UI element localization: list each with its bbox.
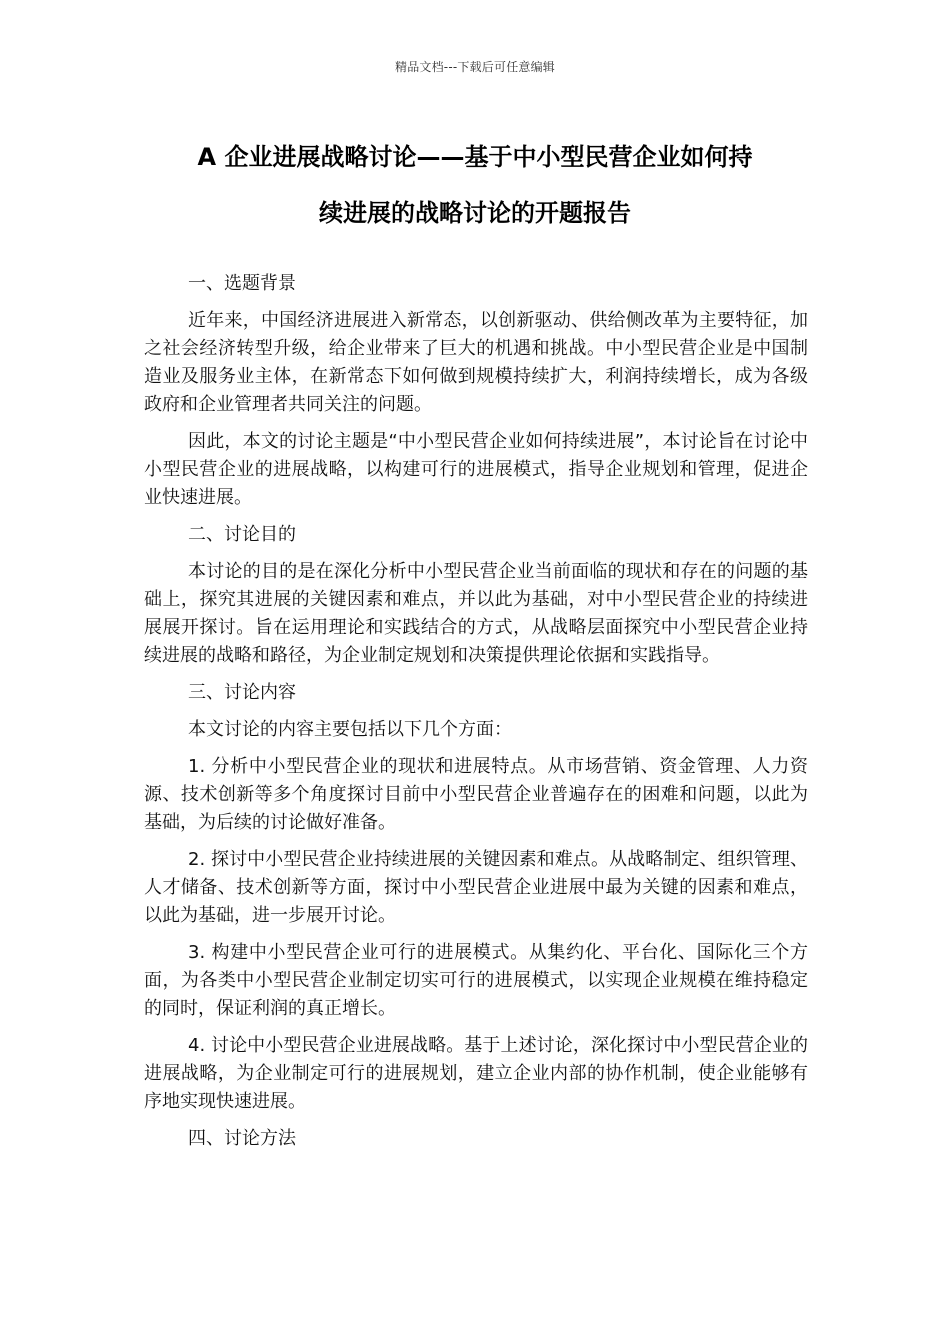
paragraph-purpose: 本讨论的目的是在深化分析中小型民营企业当前面临的现状和存在的问题的基础上，探究其进展的关键因素和难点，并以此为基础，对中小型民营企业的持续进展展开探讨。旨在运用理论和实践结合的方式，从战略层面探究中小型民营企业持续进展的战略和路径，为企业制定规划和决策提供理论依据和实践指导。	[144, 561, 808, 666]
list-item-content-3: 3. 构建中小型民营企业可行的进展模式。从集约化、平台化、国际化三个方面，为各类中小型民营企业制定切实可行的进展模式，以实现企业规模在维持稳定的同时，保证利润的真正增长。	[144, 942, 808, 1019]
list-item-content-1: 1. 分析中小型民营企业的现状和进展特点。从市场营销、资金管理、人力资源、技术创新等多个角度探讨目前中小型民营企业普遍存在的困难和问题，以此为基础，为后续的讨论做好准备。	[144, 756, 808, 833]
section-heading-background: 一、选题背景	[188, 273, 296, 294]
section-heading-method: 四、讨论方法	[188, 1128, 296, 1149]
page-header: 精品文档---下载后可任意编辑	[395, 60, 555, 74]
paragraph-background-1: 近年来，中国经济进展进入新常态，以创新驱动、供给侧改革为主要特征，加之社会经济转型升级，给企业带来了巨大的机遇和挑战。中小型民营企业是中国制造业及服务业主体，在新常态下如何做到规模持续扩大，利润持续增长，成为各级政府和企业管理者共同关注的问题。	[144, 310, 808, 415]
list-item-content-4: 4. 讨论中小型民营企业进展战略。基于上述讨论，深化探讨中小型民营企业的进展战略，为企业制定可行的进展规划，建立企业内部的协作机制，使企业能够有序地实现快速进展。	[144, 1035, 808, 1112]
list-item-content-2: 2. 探讨中小型民营企业持续进展的关键因素和难点。从战略制定、组织管理、人才储备、技术创新等方面，探讨中小型民营企业进展中最为关键的因素和难点，以此为基础，进一步展开讨论。	[144, 849, 808, 926]
section-heading-purpose: 二、讨论目的	[188, 524, 296, 545]
paragraph-background-2: 因此，本文的讨论主题是“中小型民营企业如何持续进展”，本讨论旨在讨论中小型民营企业的进展战略，以构建可行的进展模式，指导企业规划和管理，促进企业快速进展。	[144, 431, 808, 508]
document-title-line-2: 续进展的战略讨论的开题报告	[319, 199, 631, 227]
paragraph-content-intro: 本文讨论的内容主要包括以下几个方面：	[188, 719, 512, 740]
document-body	[144, 270, 808, 1162]
document-title-line-1: A 企业进展战略讨论——基于中小型民营企业如何持	[197, 143, 753, 171]
section-heading-content: 三、讨论内容	[188, 682, 296, 703]
